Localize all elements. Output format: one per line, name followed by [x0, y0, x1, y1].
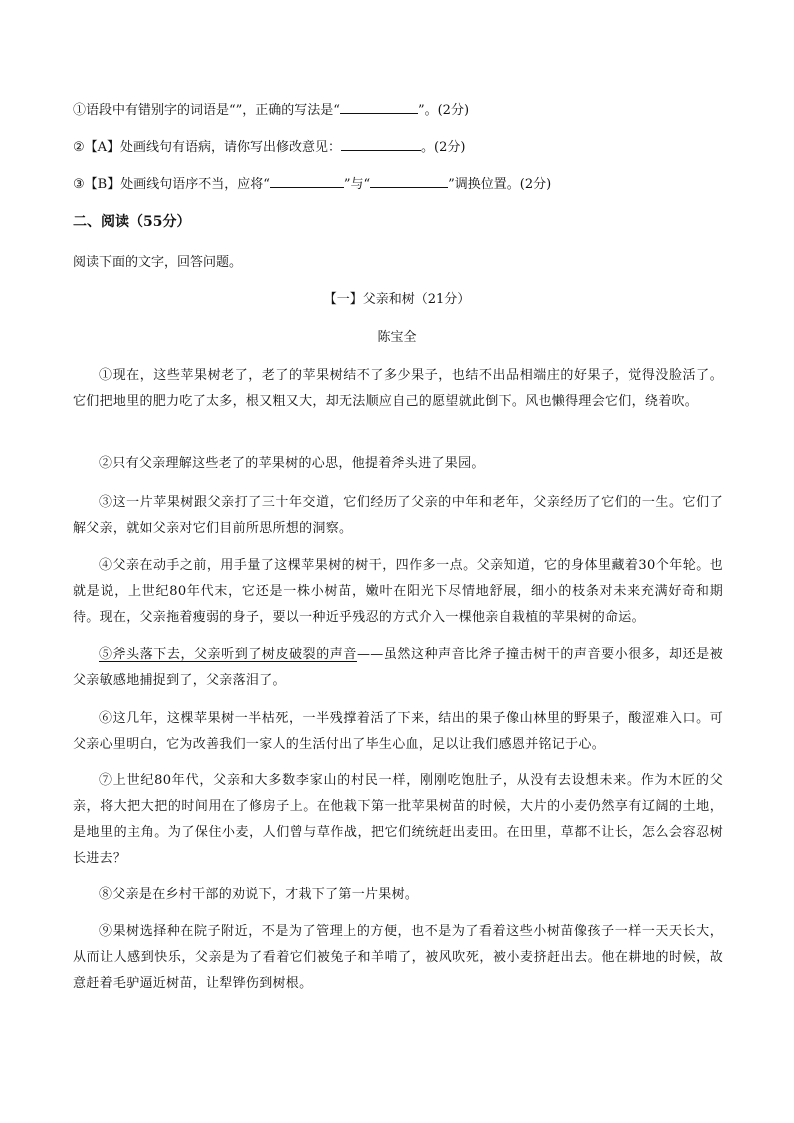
paragraph-6: ⑥这几年，这棵苹果树一半枯死，一半残撑着活了下来，结出的果子像山林里的野果子，酸涩难入口。可父亲心里明白，它为改善我们一家人的生活付出了毕生心血，足以让我们感恩并铭记于心。 — [73, 711, 723, 752]
article-author: 陈宝全 — [377, 330, 417, 345]
answer-blank-2[interactable] — [341, 136, 421, 151]
paragraph-5 — [73, 642, 723, 694]
paragraph-4: ④父亲在动手之前，用手量了这棵苹果树的树干，四作多一点。父亲知道，它的身体里藏着30个年轮。也就是说，上世纪80年代末，它还是一株小树苗，嫩叶在阳光下尽情地舒展，细小的枝条对未来充满好奇和期待。现在，父亲拖着瘦弱的身子，要以一种近乎残忍的方式介入一棵他亲自栽植的苹果树的命运。 — [73, 558, 723, 625]
section-instruction: 阅读下面的文字，回答问题。 — [73, 255, 243, 270]
answer-blank-1[interactable] — [340, 99, 418, 114]
answer-blank-3b[interactable] — [370, 173, 448, 188]
question-3-middle: ”与“ — [343, 177, 371, 192]
answer-blank-3a[interactable] — [270, 173, 344, 188]
paragraph-1: ①现在，这些苹果树老了，老了的苹果树结不了多少果子，也结不出品相端庄的好果子，觉得没脸活了。它们把地里的肥力吃了太多，根又粗又大，却无法顺应自己的愿望就此倒下。风也懒得理会它们，绕着吹。 — [73, 368, 723, 409]
article-title: 【一】父亲和树（21分） — [323, 292, 471, 307]
question-3-text: ③【B】处画线句语序不当，应将“ — [73, 177, 270, 192]
question-1 — [73, 99, 733, 121]
paragraph-5-rest: ——虽然这种声音比斧子撞击树干的声音要小很多，却还是被父亲敏感地捕捉到了，父亲落泪了。 — [73, 647, 723, 688]
section-heading: 二、阅读（55分） — [73, 214, 191, 230]
underlined-sentence: ⑤斧头落下去，父亲听到了树皮破裂的声音 — [99, 647, 357, 662]
question-3 — [73, 173, 733, 195]
question-1-score: ”。(2分) — [417, 103, 470, 118]
question-2-text: ②【A】处画线句有语病，请你写出修改意见： — [73, 140, 342, 155]
paragraph-9: ⑨果树选择种在院子附近，不是为了管理上的方便，也不是为了看着这些小树苗像孩子一样一天天长大，从而让人感到快乐，父亲是为了看着它们被兔子和羊啃了，被风吹死，被小麦挤赶出去。他在耕地的时候，故意赶着毛驴逼近树苗，让犁铧伤到树根。 — [73, 924, 723, 991]
question-2-score: 。(2分) — [421, 140, 466, 155]
question-2 — [73, 136, 733, 158]
question-1-text: ①语段中有错别字的词语是“”，正确的写法是“ — [73, 103, 340, 118]
question-3-score: ”调换位置。(2分) — [448, 177, 552, 192]
paragraph-8: ⑧父亲是在乡村干部的劝说下，才栽下了第一片果树。 — [99, 887, 419, 902]
paragraph-3: ③这一片苹果树跟父亲打了三十年交道，它们经历了父亲的中年和老年，父亲经历了它们的一生。它们了解父亲，就如父亲对它们目前所思所想的洞察。 — [73, 495, 723, 536]
paragraph-2: ②只有父亲理解这些老了的苹果树的心思，他提着斧头进了果园。 — [99, 456, 485, 471]
paragraph-7: ⑦上世纪80年代，父亲和大多数李家山的村民一样，刚刚吃饱肚子，从没有去设想未来。作为木匠的父亲，将大把大把的时间用在了修房子上。在他栽下第一批苹果树苗的时候，大片的小麦仍然享有辽阔的土地，是地里的主角。为了保住小麦，人们曾与草作战，把它们统统赶出麦田。在田里，草都不让长，怎么会容忍树长进去？ — [73, 773, 723, 866]
